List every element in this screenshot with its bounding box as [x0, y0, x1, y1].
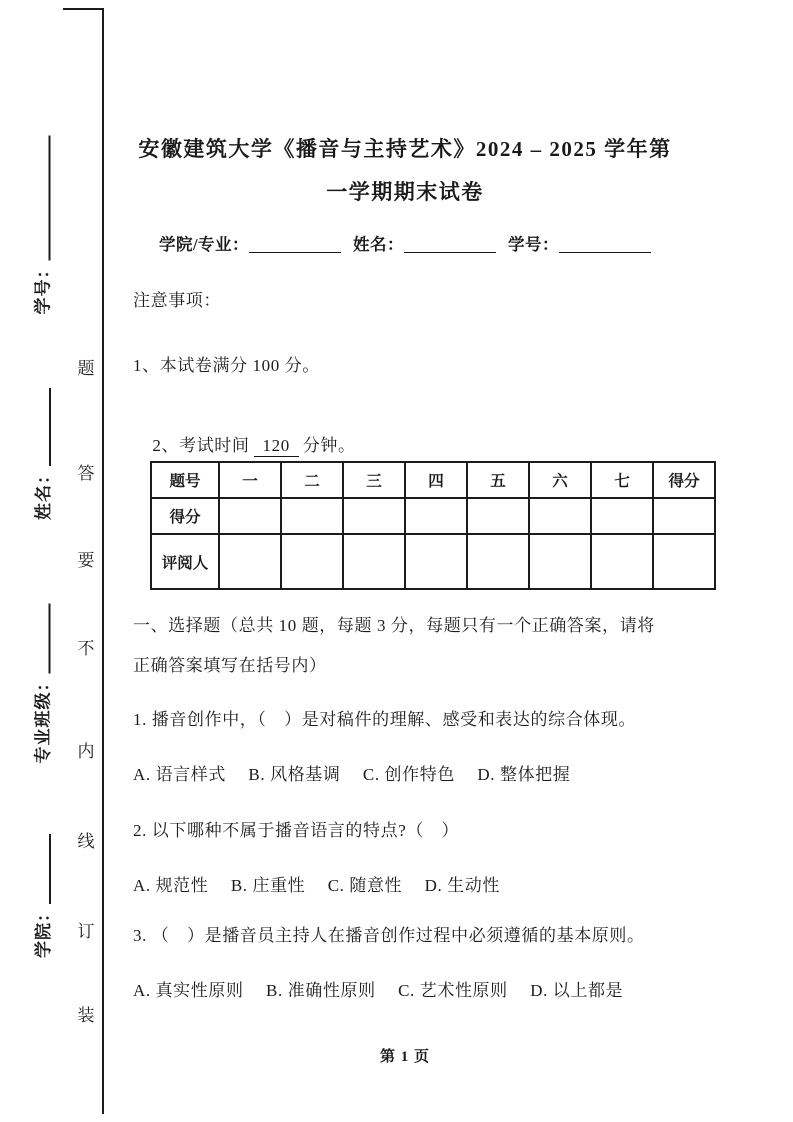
binding-line	[102, 8, 104, 1114]
score-table-header-cell: 题号	[151, 462, 219, 498]
header-form	[118, 231, 692, 255]
major-class-label: 专业班级：	[33, 673, 53, 764]
reviewer-cell	[467, 534, 529, 589]
question-1-options: A. 语言样式 B. 风格基调 C. 创作特色 D. 整体把握	[133, 765, 571, 784]
form-name-blank	[404, 236, 496, 253]
student-id-label: 学号：	[33, 260, 53, 315]
section1-heading-line1: 一、选择题（总共 10 题，每题 3 分，每题只有一个正确答案，请将	[133, 616, 655, 635]
binding-char: 要	[77, 551, 95, 570]
name-label: 姓名：	[34, 466, 53, 520]
score-table-header-cell: 六	[529, 462, 591, 498]
notes-heading: 注意事项：	[133, 291, 221, 310]
margin-field-name	[29, 380, 55, 520]
score-table	[150, 461, 716, 590]
score-cell	[591, 498, 653, 534]
reviewer-row-label: 评阅人	[151, 534, 219, 589]
score-table-header-row	[151, 462, 715, 498]
note-item-2-prefix: 2、考试时间	[152, 436, 250, 455]
question-3-text: 3. （ ）是播音员主持人在播音创作过程中必须遵循的基本原则。	[133, 926, 645, 945]
reviewer-cell	[281, 534, 343, 589]
score-table-header-cell: 三	[343, 462, 405, 498]
reviewer-cell	[343, 534, 405, 589]
margin-field-student-id	[29, 130, 55, 315]
section1-heading-line2: 正确答案填写在括号内）	[133, 656, 327, 675]
score-table-header-cell: 一	[219, 462, 281, 498]
binding-char: 订	[77, 922, 95, 941]
student-id-blank	[49, 136, 51, 261]
score-cell	[653, 498, 715, 534]
page-title-line1: 安徽建筑大学《播音与主持艺术》2024 – 2025 学年第	[138, 137, 672, 161]
binding-char: 题	[77, 359, 95, 378]
binding-char: 答	[77, 464, 95, 483]
score-cell	[219, 498, 281, 534]
form-student-id-label: 学号：	[508, 235, 560, 254]
margin-field-major-class	[29, 599, 55, 764]
margin-field-college	[29, 828, 55, 958]
score-cell	[343, 498, 405, 534]
question-3-options: A. 真实性原则 B. 准确性原则 C. 艺术性原则 D. 以上都是	[133, 981, 624, 1000]
form-college-blank	[249, 236, 341, 253]
college-label: 学院：	[34, 904, 53, 958]
reviewer-cell	[653, 534, 715, 589]
score-table-header-cell: 五	[467, 462, 529, 498]
note-item-1: 1、本试卷满分 100 分。	[133, 356, 320, 375]
score-table-header-cell: 四	[405, 462, 467, 498]
page-number: 第 1 页	[379, 1049, 430, 1065]
exam-duration-value: 120	[254, 436, 299, 457]
question-2-options: A. 规范性 B. 庄重性 C. 随意性 D. 生动性	[133, 876, 500, 895]
binding-line-top-tick	[63, 8, 104, 10]
score-cell	[281, 498, 343, 534]
binding-char: 内	[77, 742, 95, 761]
score-table-reviewer-row	[151, 534, 715, 589]
form-college-label: 学院/专业：	[158, 235, 250, 254]
score-row-label: 得分	[151, 498, 219, 534]
reviewer-cell	[219, 534, 281, 589]
score-table-header-cell: 七	[591, 462, 653, 498]
name-blank	[49, 388, 51, 466]
score-table-score-row	[151, 498, 715, 534]
score-table-header-cell: 得分	[653, 462, 715, 498]
score-cell	[405, 498, 467, 534]
binding-char: 不	[77, 639, 95, 658]
reviewer-cell	[591, 534, 653, 589]
binding-char: 装	[77, 1006, 95, 1025]
reviewer-cell	[405, 534, 467, 589]
question-2-text: 2. 以下哪种不属于播音语言的特点?（ ）	[133, 821, 460, 840]
form-student-id-blank	[559, 236, 651, 253]
binding-char: 线	[77, 832, 95, 851]
score-cell	[467, 498, 529, 534]
note-item-2-suffix: 分钟。	[302, 436, 356, 455]
question-1-text: 1. 播音创作中，（ ）是对稿件的理解、感受和表达的综合体现。	[133, 710, 637, 729]
college-blank	[49, 834, 51, 904]
page-title-line2: 一学期期末试卷	[326, 180, 484, 204]
major-class-blank	[49, 604, 51, 674]
score-table-header-cell: 二	[281, 462, 343, 498]
reviewer-cell	[529, 534, 591, 589]
score-cell	[529, 498, 591, 534]
form-name-label: 姓名：	[353, 235, 405, 254]
